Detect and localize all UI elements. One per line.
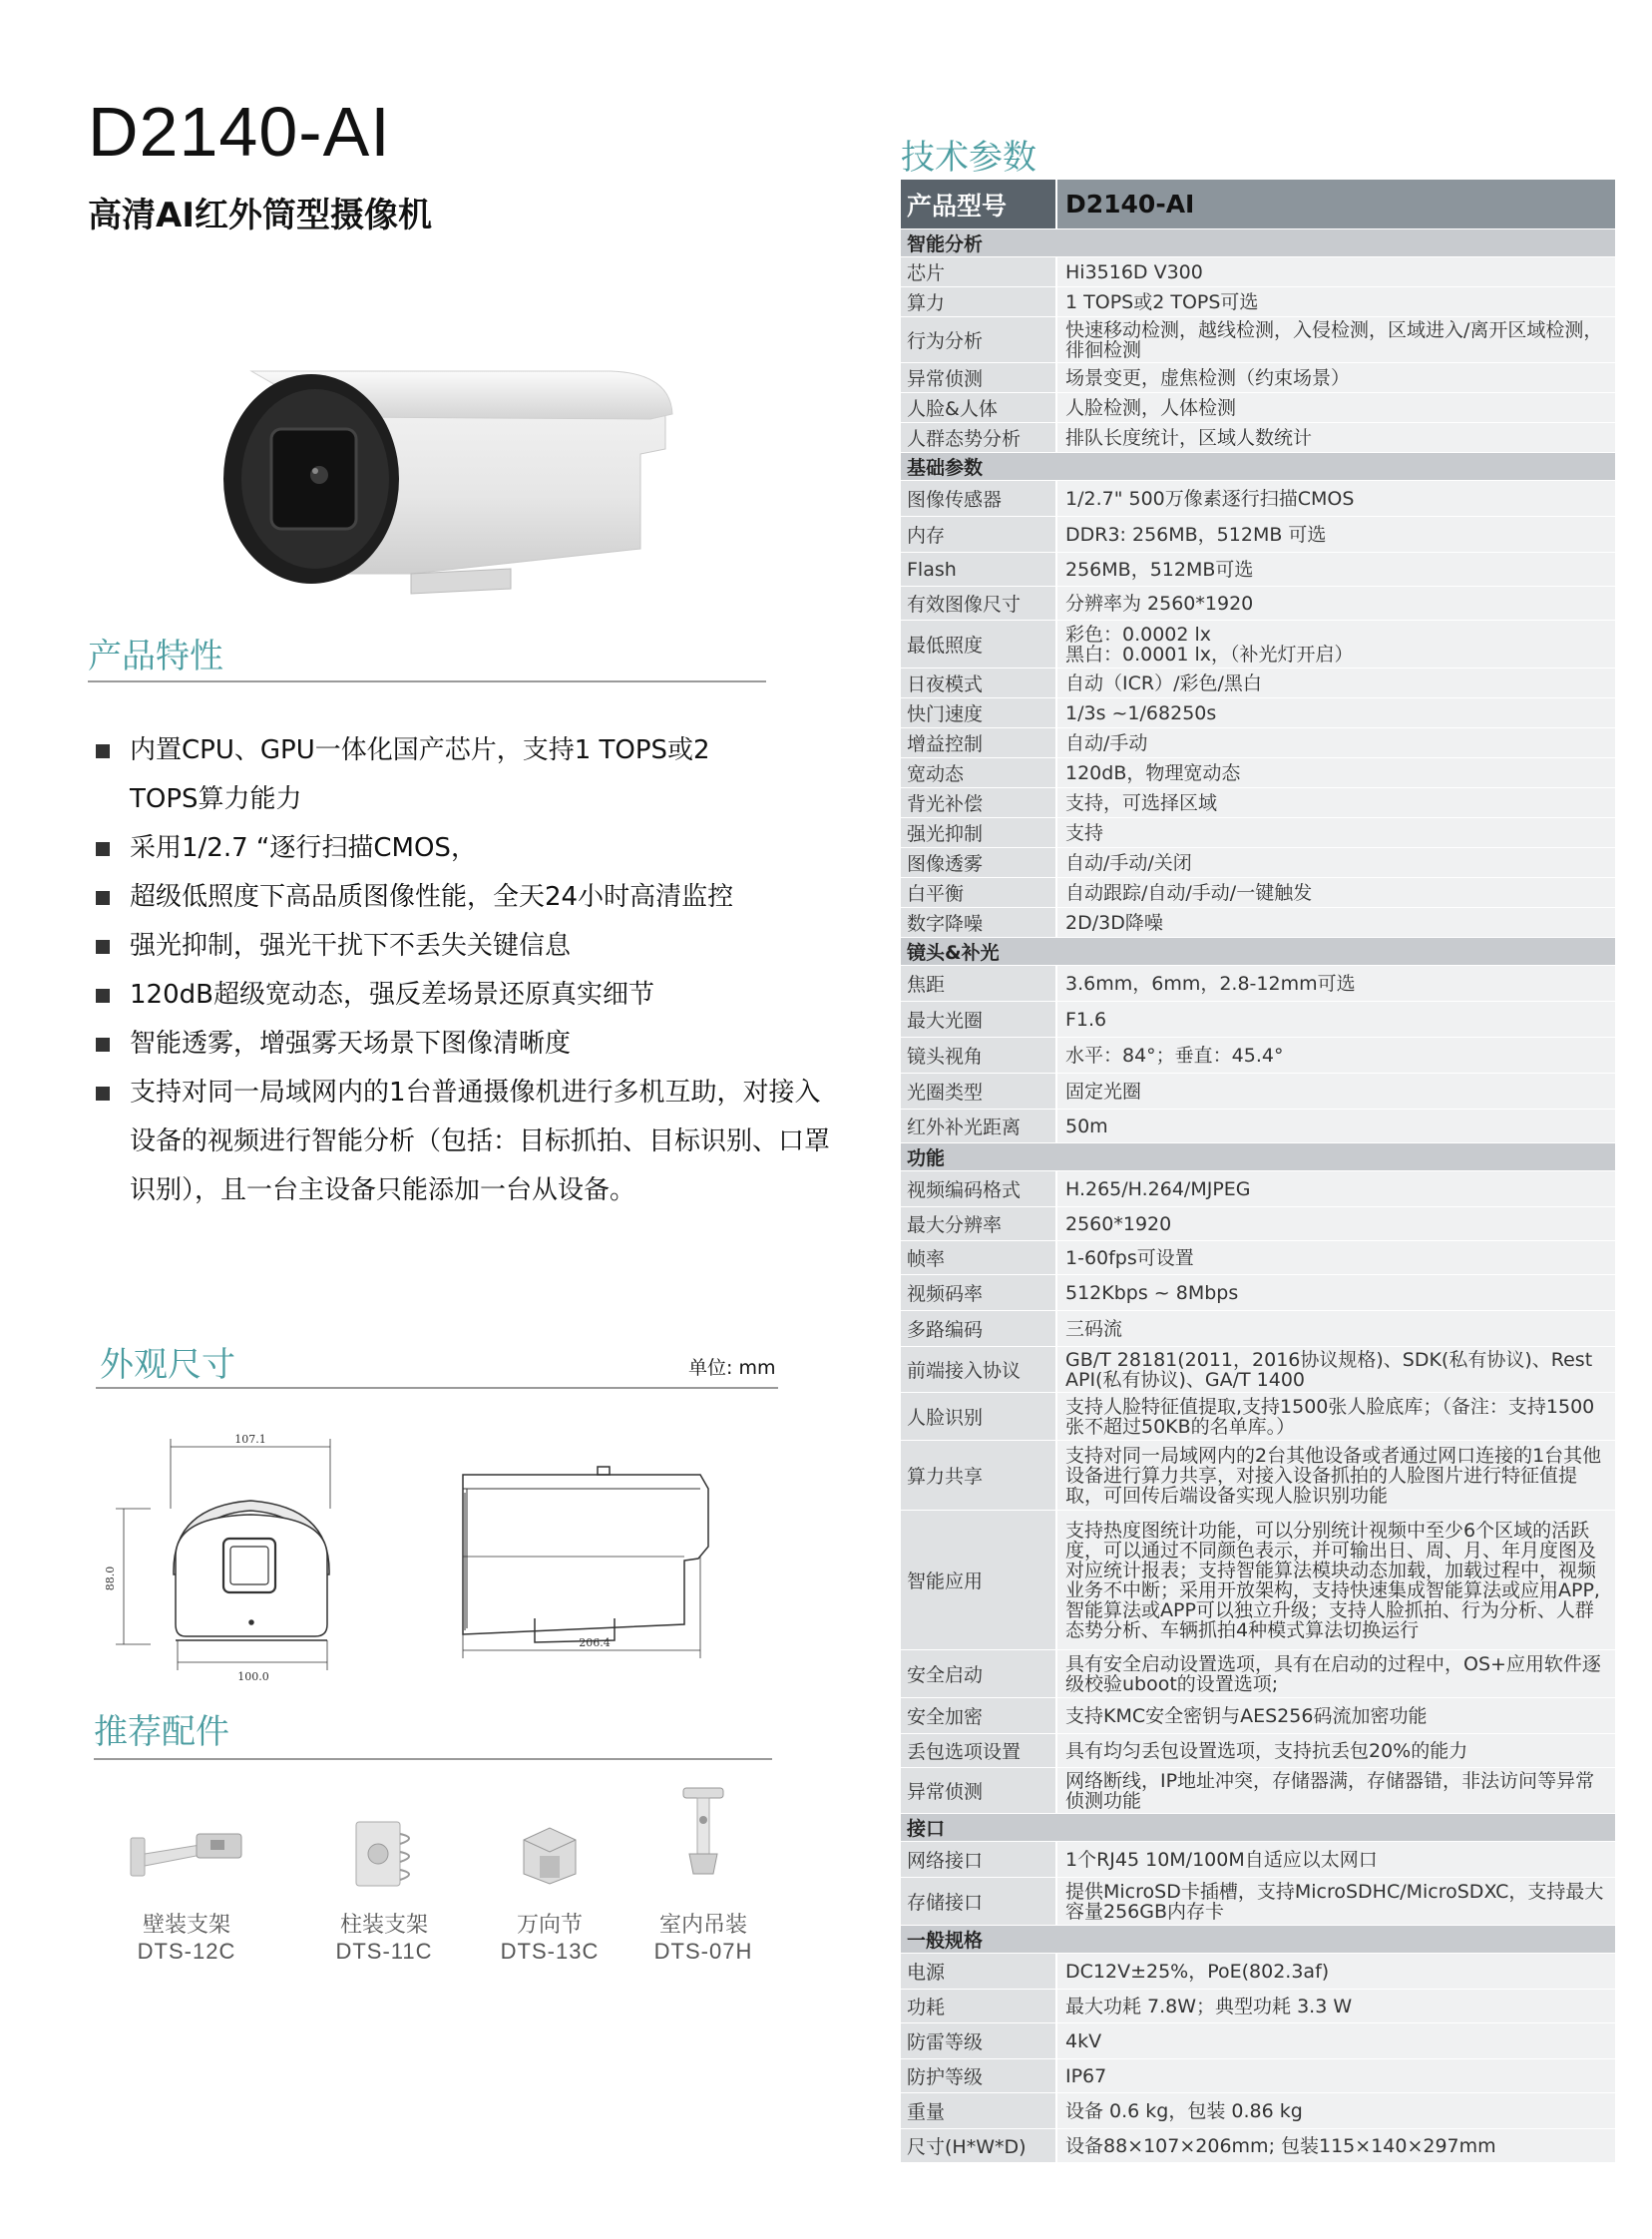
spec-value: 提供MicroSD卡插槽，支持MicroSDHC/MicroSDXC，支持最大容量256GB内存卡 xyxy=(1057,1878,1615,1925)
spec-value: 支持热度图统计功能，可以分别统计视频中至少6个区域的活跃度，可以通过不同颜色表示，并可输出日、周、月、年月度图及对应统计报表；支持智能算法模块动态加载，加载过程中，视频业务不中断；采用开放架构，支持快速集成智能算法或应用APP, 智能算法或APP可以独立升级；支持人脸抓拍、行为分析、人群态势分析、车辆抓拍4种模式算法切换运行 xyxy=(1057,1511,1615,1649)
spec-key: 前端接入协议 xyxy=(901,1347,1057,1392)
accessory-item xyxy=(309,1814,459,1965)
spec-key: 网络接口 xyxy=(901,1842,1057,1877)
spec-row xyxy=(901,1347,1615,1393)
spec-value: 场景变更，虚焦检测（约束场景） xyxy=(1057,363,1615,392)
spec-value: 支持 xyxy=(1057,818,1615,847)
spec-key: 快门速度 xyxy=(901,698,1057,727)
spec-row xyxy=(901,1511,1615,1650)
spec-key: 日夜模式 xyxy=(901,669,1057,697)
spec-value: 彩色：0.0002 lx 黑白：0.0001 lx，（补光灯开启） xyxy=(1057,621,1615,668)
accessory-item xyxy=(475,1814,624,1965)
spec-key: 尺寸(H*W*D) xyxy=(901,2129,1057,2162)
spec-row xyxy=(901,621,1615,669)
spec-key: 图像传感器 xyxy=(901,481,1057,516)
spec-row xyxy=(901,728,1615,758)
accessories-divider xyxy=(94,1758,772,1760)
spec-row xyxy=(901,1393,1615,1441)
spec-value: 网络断线，IP地址冲突，存储器满，存储器错，非法访问等异常侦测功能 xyxy=(1057,1768,1615,1813)
dimensions-divider xyxy=(96,1387,778,1389)
spec-row xyxy=(901,553,1615,587)
ceiling-mount-icon xyxy=(663,1784,743,1894)
spec-table xyxy=(901,180,1615,2163)
accessory-name: 室内吊装 xyxy=(658,1913,747,1938)
spec-value: 设备88×107×206mm; 包装115×140×297mm xyxy=(1057,2129,1615,2162)
product-subtitle: 高清AI红外筒型摄像机 xyxy=(88,196,432,235)
spec-value: 固定光圈 xyxy=(1057,1074,1615,1109)
spec-value: 支持KMC安全密钥与AES256码流加密功能 xyxy=(1057,1698,1615,1733)
spec-key: 强光抑制 xyxy=(901,818,1057,847)
spec-row xyxy=(901,1650,1615,1698)
spec-row xyxy=(901,2093,1615,2129)
camera-product-image xyxy=(211,359,680,599)
spec-key: 宽动态 xyxy=(901,758,1057,787)
spec-row xyxy=(901,788,1615,818)
dim-front-bottom-label: 100.0 xyxy=(237,1670,269,1683)
spec-key: 人群态势分析 xyxy=(901,423,1057,452)
spec-row xyxy=(901,1171,1615,1207)
spec-key: 防雷等级 xyxy=(901,2023,1057,2058)
spec-key: Flash xyxy=(901,553,1057,586)
spec-key: 算力共享 xyxy=(901,1441,1057,1510)
dim-front-height-label: 88.0 xyxy=(104,1566,117,1591)
accessory-item xyxy=(112,1814,261,1965)
spec-category-row: 智能分析 xyxy=(901,229,1615,257)
feature-item: 强光抑制，强光干扰下不丢失关键信息 xyxy=(92,922,850,971)
spec-value: 2560*1920 xyxy=(1057,1207,1615,1240)
spec-value: 120dB，物理宽动态 xyxy=(1057,758,1615,787)
spec-value: 1 TOPS或2 TOPS可选 xyxy=(1057,287,1615,316)
spec-key: 视频编码格式 xyxy=(901,1171,1057,1206)
spec-row xyxy=(901,1441,1615,1511)
accessory-item xyxy=(628,1814,778,1965)
spec-value: 1/3s ~1/68250s xyxy=(1057,698,1615,727)
spec-row xyxy=(901,1990,1615,2023)
spec-key: 帧率 xyxy=(901,1241,1057,1274)
spec-value: 人脸检测，人体检测 xyxy=(1057,393,1615,422)
spec-value: 排队长度统计，区域人数统计 xyxy=(1057,423,1615,452)
spec-value: 50m xyxy=(1057,1110,1615,1142)
feature-item: 内置CPU、GPU一体化国产芯片，支持1 TOPS或2 TOPS算力能力 xyxy=(92,726,770,824)
spec-category-row: 功能 xyxy=(901,1143,1615,1171)
spec-row xyxy=(901,587,1615,621)
spec-key: 人脸识别 xyxy=(901,1393,1057,1440)
dim-front-width-label: 107.1 xyxy=(234,1433,266,1446)
spec-key: 人脸&人体 xyxy=(901,393,1057,422)
spec-key: 电源 xyxy=(901,1954,1057,1989)
feature-item: 120dB超级宽动态，强反差场景还原真实细节 xyxy=(92,971,850,1020)
spec-key: 镜头视角 xyxy=(901,1038,1057,1073)
spec-key: 最大分辨率 xyxy=(901,1207,1057,1240)
dimension-drawing xyxy=(96,1397,814,1696)
spec-value: DC12V±25%，PoE(802.3af) xyxy=(1057,1954,1615,1989)
spec-row xyxy=(901,966,1615,1002)
spec-row xyxy=(901,1002,1615,1038)
spec-value: DDR3: 256MB，512MB 可选 xyxy=(1057,517,1615,552)
spec-key: 存储接口 xyxy=(901,1878,1057,1925)
pole-mount-bracket-icon xyxy=(344,1814,424,1894)
spec-value: 1/2.7" 500万像素逐行扫描CMOS xyxy=(1057,481,1615,516)
spec-key: 内存 xyxy=(901,517,1057,552)
spec-key: 安全加密 xyxy=(901,1698,1057,1733)
feature-item: 超级低照度下高品质图像性能，全天24小时高清监控 xyxy=(92,873,850,922)
spec-key: 焦距 xyxy=(901,966,1057,1001)
features-divider xyxy=(88,680,766,682)
spec-key: 安全启动 xyxy=(901,1650,1057,1697)
spec-row xyxy=(901,257,1615,287)
spec-key: 最低照度 xyxy=(901,621,1057,668)
accessory-model: DTS-07H xyxy=(653,1939,753,1964)
spec-value: 最大功耗 7.8W；典型功耗 3.3 W xyxy=(1057,1990,1615,2022)
spec-row xyxy=(901,1698,1615,1734)
spec-key: 图像透雾 xyxy=(901,848,1057,877)
dimensions-section-title: 外观尺寸 xyxy=(100,1345,235,1385)
accessory-model: DTS-12C xyxy=(137,1939,236,1964)
spec-value: 1-60fps可设置 xyxy=(1057,1241,1615,1274)
spec-value: 512Kbps ~ 8Mbps xyxy=(1057,1275,1615,1310)
spec-row xyxy=(901,423,1615,453)
spec-key: 白平衡 xyxy=(901,878,1057,907)
spec-row xyxy=(901,908,1615,938)
spec-category-row: 基础参数 xyxy=(901,453,1615,481)
spec-row xyxy=(901,1241,1615,1275)
spec-value: 自动/手动/关闭 xyxy=(1057,848,1615,877)
spec-value: 自动（ICR）/彩色/黑白 xyxy=(1057,669,1615,697)
spec-value: 具有均匀丢包设置选项，支持抗丢包20%的能力 xyxy=(1057,1734,1615,1767)
spec-row xyxy=(901,393,1615,423)
accessory-model: DTS-13C xyxy=(500,1939,600,1964)
spec-key: 异常侦测 xyxy=(901,1768,1057,1813)
spec-header-row xyxy=(901,180,1615,229)
accessory-model: DTS-11C xyxy=(335,1939,433,1964)
product-model-title: D2140-AI xyxy=(88,93,391,171)
accessory-name: 柱装支架 xyxy=(339,1913,428,1938)
spec-key: 背光补偿 xyxy=(901,788,1057,817)
spec-key: 多路编码 xyxy=(901,1311,1057,1346)
wall-mount-bracket-icon xyxy=(127,1814,246,1894)
spec-value: 256MB，512MB可选 xyxy=(1057,553,1615,586)
universal-joint-icon xyxy=(510,1814,590,1894)
spec-value: 快速移动检测，越线检测，入侵检测，区域进入/离开区域检测，徘徊检测 xyxy=(1057,317,1615,362)
spec-row xyxy=(901,1038,1615,1074)
spec-section-title: 技术参数 xyxy=(901,138,1036,178)
unit-label: 单位: mm xyxy=(688,1357,776,1379)
spec-category-row: 一般规格 xyxy=(901,1926,1615,1954)
spec-value: 设备 0.6 kg，包装 0.86 kg xyxy=(1057,2093,1615,2128)
spec-value: 分辨率为 2560*1920 xyxy=(1057,587,1615,620)
accessory-name: 万向节 xyxy=(516,1913,583,1938)
spec-row xyxy=(901,2059,1615,2093)
dim-side-length-label: 206.4 xyxy=(579,1636,611,1649)
spec-row xyxy=(901,669,1615,698)
side-view-drawing xyxy=(463,1467,708,1658)
spec-value: 自动/手动 xyxy=(1057,728,1615,757)
spec-row xyxy=(901,481,1615,517)
spec-row xyxy=(901,2023,1615,2059)
spec-value: H.265/H.264/MJPEG xyxy=(1057,1171,1615,1206)
spec-header-value: D2140-AI xyxy=(1057,180,1615,228)
spec-row xyxy=(901,1275,1615,1311)
spec-key: 最大光圈 xyxy=(901,1002,1057,1037)
spec-row xyxy=(901,317,1615,363)
spec-value: 支持人脸特征值提取,支持1500张人脸底库；（备注：支持1500张不超过50KB的名单库。） xyxy=(1057,1393,1615,1440)
spec-row xyxy=(901,1954,1615,1990)
spec-value: 4kV xyxy=(1057,2023,1615,2058)
spec-category-row: 接口 xyxy=(901,1814,1615,1842)
spec-key: 数字降噪 xyxy=(901,908,1057,937)
spec-value: 3.6mm，6mm，2.8-12mm可选 xyxy=(1057,966,1615,1001)
spec-row xyxy=(901,1110,1615,1143)
spec-category-row: 镜头&补光 xyxy=(901,938,1615,966)
spec-value: 1个RJ45 10M/100M自适应以太网口 xyxy=(1057,1842,1615,1877)
spec-value: 水平：84°；垂直：45.4° xyxy=(1057,1038,1615,1073)
spec-row xyxy=(901,698,1615,728)
spec-value: 自动跟踪/自动/手动/一键触发 xyxy=(1057,878,1615,907)
spec-row xyxy=(901,1878,1615,1926)
spec-value: 三码流 xyxy=(1057,1311,1615,1346)
spec-key: 丢包选项设置 xyxy=(901,1734,1057,1767)
spec-key: 行为分析 xyxy=(901,317,1057,362)
spec-key: 光圈类型 xyxy=(901,1074,1057,1109)
spec-key: 异常侦测 xyxy=(901,363,1057,392)
spec-value: IP67 xyxy=(1057,2059,1615,2092)
spec-key: 芯片 xyxy=(901,257,1057,286)
spec-key: 视频码率 xyxy=(901,1275,1057,1310)
spec-key: 算力 xyxy=(901,287,1057,316)
feature-item: 采用1/2.7 “逐行扫描CMOS， xyxy=(92,824,850,873)
spec-key: 有效图像尺寸 xyxy=(901,587,1057,620)
accessory-name: 壁装支架 xyxy=(142,1913,230,1938)
spec-row xyxy=(901,1842,1615,1878)
spec-row xyxy=(901,1074,1615,1110)
spec-row xyxy=(901,517,1615,553)
spec-value: F1.6 xyxy=(1057,1002,1615,1037)
spec-row xyxy=(901,1734,1615,1768)
spec-row xyxy=(901,818,1615,848)
spec-row xyxy=(901,758,1615,788)
spec-value: 支持，可选择区域 xyxy=(1057,788,1615,817)
spec-row xyxy=(901,848,1615,878)
spec-key: 红外补光距离 xyxy=(901,1110,1057,1142)
feature-item: 智能透雾，增强雾天场景下图像清晰度 xyxy=(92,1020,850,1069)
spec-value: 具有安全启动设置选项，具有在启动的过程中，OS+应用软件逐级校验uboot的设置选项; xyxy=(1057,1650,1615,1697)
spec-key: 防护等级 xyxy=(901,2059,1057,2092)
spec-row xyxy=(901,878,1615,908)
spec-value: Hi3516D V300 xyxy=(1057,257,1615,286)
spec-row xyxy=(901,1207,1615,1241)
spec-value: 2D/3D降噪 xyxy=(1057,908,1615,937)
spec-value: GB/T 28181(2011，2016协议规格)、SDK(私有协议)、Rest API(私有协议)、GA/T 1400 xyxy=(1057,1347,1615,1392)
spec-row xyxy=(901,1311,1615,1347)
spec-row xyxy=(901,1768,1615,1814)
features-list xyxy=(92,726,850,1215)
spec-header-key: 产品型号 xyxy=(901,180,1057,228)
spec-value: 支持对同一局域网内的2台其他设备或者通过网口连接的1台其他设备进行算力共享，对接入设备抓拍的人脸图片进行特征值提取，可回传后端设备实现人脸识别功能 xyxy=(1057,1441,1615,1510)
spec-row xyxy=(901,287,1615,317)
spec-key: 功耗 xyxy=(901,1990,1057,2022)
spec-row xyxy=(901,2129,1615,2163)
spec-key: 增益控制 xyxy=(901,728,1057,757)
spec-key: 重量 xyxy=(901,2093,1057,2128)
front-view-drawing xyxy=(116,1439,330,1670)
feature-item: 支持对同一局域网内的1台普通摄像机进行多机互助，对接入设备的视频进行智能分析（包括：目标抓拍、目标识别、口罩识别），且一台主设备只能添加一台从设备。 xyxy=(92,1069,830,1215)
spec-row xyxy=(901,363,1615,393)
features-section-title: 产品特性 xyxy=(88,637,223,676)
accessories-section-title: 推荐配件 xyxy=(94,1712,229,1752)
spec-key: 智能应用 xyxy=(901,1511,1057,1649)
